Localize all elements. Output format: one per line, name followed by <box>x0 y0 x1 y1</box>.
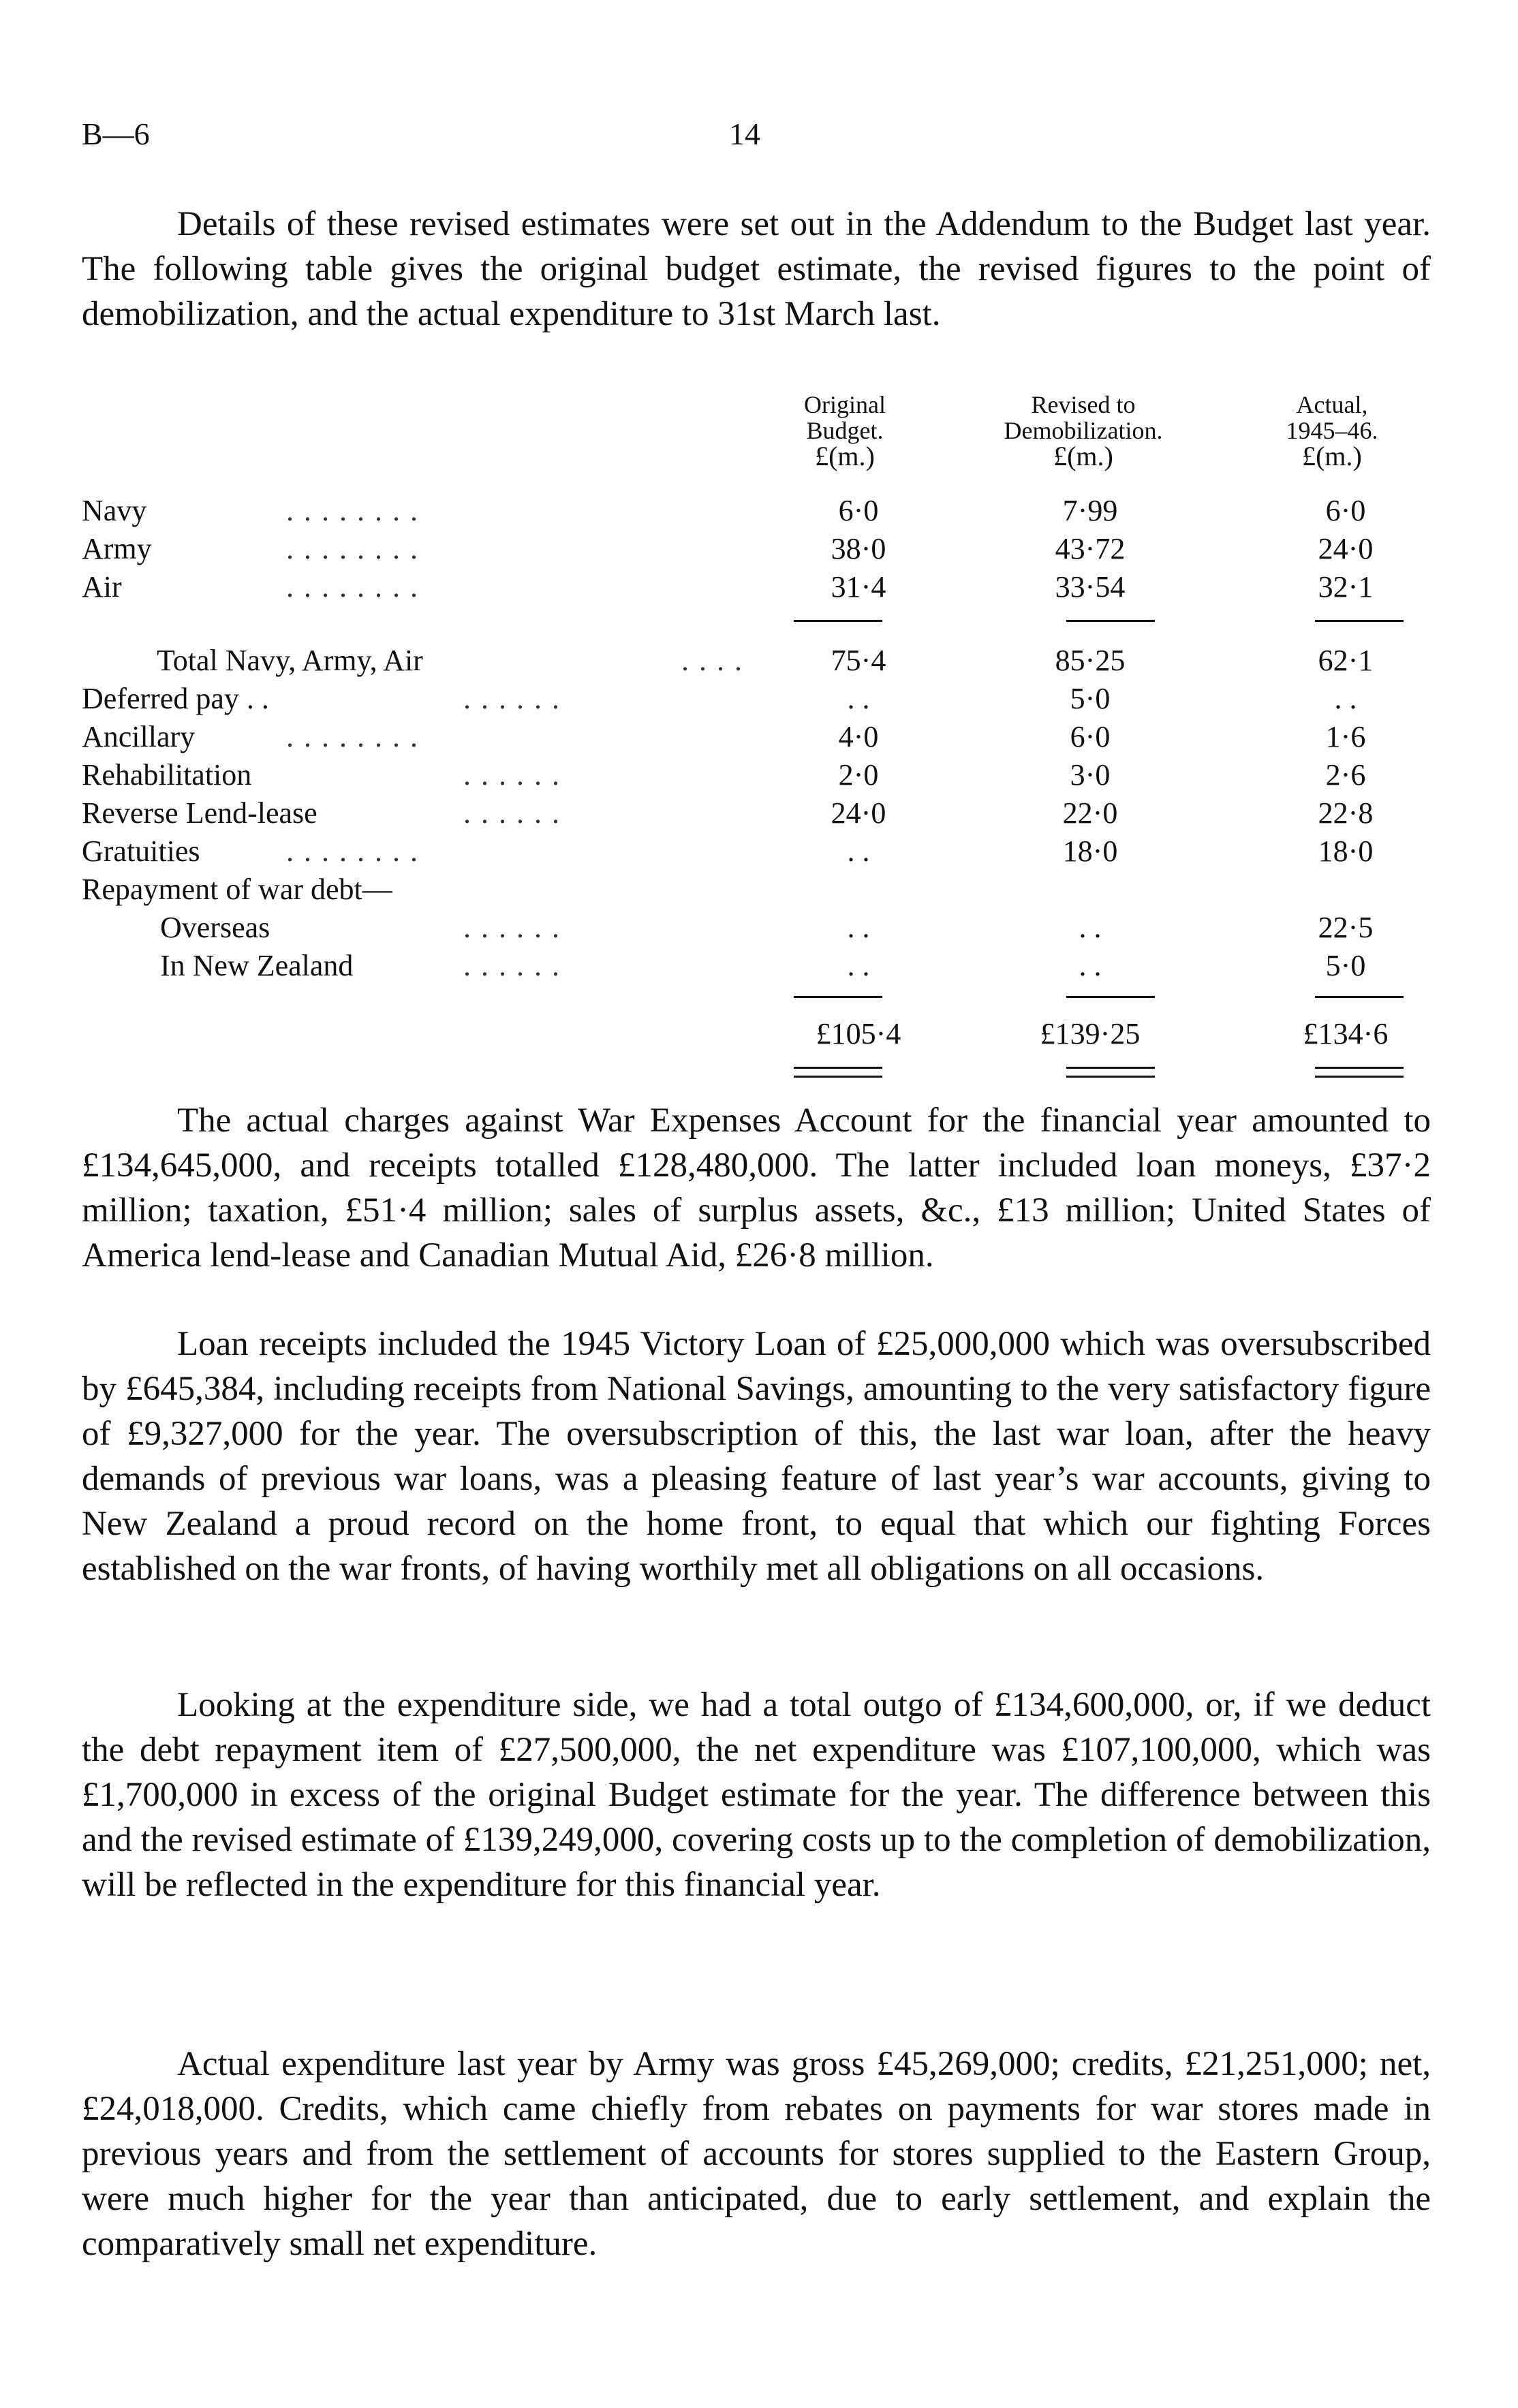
cell-revised: 33·54 <box>1055 570 1126 604</box>
cell-original: 2·0 <box>838 758 879 792</box>
table-row <box>82 492 1438 530</box>
row-label: Air <box>82 570 122 604</box>
cell-revised: 85·25 <box>1055 644 1126 677</box>
expenditure-paragraph: Looking at the expenditure side, we had a total outgo of £134,600,000, or, if we deduct the debt repayment item of £27,500,000, the net expenditure was £107,100,000, which was £1,700,000 in excess of the original Budget estimate for the year. The difference between this and the revised estimate of £139,249,000, covering costs up to the completion of demobilization, will be reflected in the expenditure for this financial year. <box>82 1686 1431 1904</box>
cell-actual: . . <box>1334 682 1357 715</box>
leader-dots: . . . . . . . . <box>286 494 419 527</box>
intro-paragraph: Details of these revised estimates were set out in the Addendum to the Budget last year. The following table gives the original budget estimate, the revised figures to the point of demobilization, and the actual expenditure to 31st March last. <box>82 205 1431 333</box>
document-reference: B—6 <box>82 116 150 151</box>
row-label: Navy <box>82 494 147 527</box>
table-row <box>82 832 1438 871</box>
cell-original: . . <box>847 911 870 944</box>
leader-dots: . . . . . . . . <box>286 834 419 868</box>
cell-actual: 18·0 <box>1318 834 1374 868</box>
table-row <box>82 568 1438 606</box>
cell-original: 31·4 <box>831 570 886 604</box>
column-header-original-budget <box>763 392 927 469</box>
double-rule <box>1066 1067 1155 1078</box>
cell-original: 75·4 <box>831 644 886 677</box>
leader-dots: . . . . . . . . <box>286 570 419 604</box>
cell-revised: . . <box>1079 949 1102 982</box>
total-rule <box>794 996 882 998</box>
cell-original: 38·0 <box>831 532 886 565</box>
row-label: Repayment of war debt— <box>82 873 392 906</box>
column-header-line: Budget. <box>806 417 884 444</box>
row-label: Overseas <box>160 911 270 944</box>
cell-original: . . <box>847 949 870 982</box>
table-row <box>82 871 1438 909</box>
table-row <box>82 756 1438 794</box>
column-header-line: Demobilization. <box>1004 417 1163 444</box>
cell-actual: 32·1 <box>1318 570 1374 604</box>
cell-actual: 6·0 <box>1325 494 1366 527</box>
total-rule <box>1315 996 1404 998</box>
row-label: Gratuities <box>82 834 200 868</box>
table-row <box>82 718 1438 756</box>
page-number: 14 <box>729 116 760 151</box>
cell-original: . . <box>847 834 870 868</box>
total-original: £105·4 <box>816 1017 901 1050</box>
leader-dots: . . . . . . <box>463 949 561 982</box>
column-header-line: Revised to <box>1031 391 1136 418</box>
total-rule <box>1066 996 1155 998</box>
column-header-actual <box>1247 392 1417 469</box>
total-revised: £139·25 <box>1040 1017 1141 1050</box>
column-unit: £(m.) <box>1053 441 1113 471</box>
cell-revised: 7·99 <box>1062 494 1118 527</box>
cell-original: 4·0 <box>838 720 879 753</box>
leader-dots: . . . . <box>681 644 743 677</box>
leader-dots: . . . . . . . . <box>286 532 419 565</box>
loan-receipts-paragraph: Loan receipts included the 1945 Victory Loan of £25,000,000 which was oversubscribed by £645,384, including receipts from National Savings, amounting to the very satisfactory figure of £9,327,000 for the year. The oversubscription of this, the last war loan, after the heavy demands of previous war loans, was a pleasing feature of last year’s war accounts, giving to New Zealand a proud record on the home front, to equal that which our fighting Forces established on the war fronts, of having worthily met all obligations on all occasions. <box>82 1325 1431 1588</box>
cell-revised: 6·0 <box>1070 720 1111 753</box>
subtotal-rule <box>1066 620 1155 622</box>
page-header <box>82 116 1438 163</box>
column-unit: £(m.) <box>1302 441 1362 471</box>
cell-actual: 1·6 <box>1325 720 1366 753</box>
cell-original: . . <box>847 682 870 715</box>
table-row <box>82 794 1438 832</box>
row-label: Army <box>82 532 152 565</box>
cell-revised: . . <box>1079 911 1102 944</box>
leader-dots: . . . . . . <box>463 796 561 830</box>
table-row <box>82 680 1438 718</box>
row-label: Deferred pay . . <box>82 682 269 715</box>
column-header-revised <box>961 392 1206 469</box>
row-label: Rehabilitation <box>82 758 252 792</box>
cell-actual: 22·8 <box>1318 796 1374 830</box>
leader-dots: . . . . . . <box>463 911 561 944</box>
row-label: In New Zealand <box>160 949 354 982</box>
cell-revised: 43·72 <box>1055 532 1126 565</box>
total-actual: £134·6 <box>1303 1017 1389 1050</box>
row-label: Total Navy, Army, Air <box>157 644 423 677</box>
war-expenses-paragraph: The actual charges against War Expenses Account for the financial year amounted to £134,645,000, and receipts totalled £128,480,000. The latter included loan moneys, £37·2 million; taxation, £51·4 million; sales of surplus assets, &c., £13 million; United States of America lend-lease and Canadian Mutual Aid, £26·8 million. <box>82 1101 1431 1275</box>
army-expenditure-paragraph: Actual expenditure last year by Army was gross £45,269,000; credits, £21,251,000; net, £24,018,000. Credits, which came chiefly from rebates on payments for war stores made in previous years and from the settlement of accounts for stores supplied to the Eastern Group, were much higher for the year than anticipated, due to early settlement, and explain the comparatively small net expenditure. <box>82 2045 1431 2263</box>
column-unit: £(m.) <box>815 441 875 471</box>
subtotal-rule <box>794 620 882 622</box>
cell-actual: 22·5 <box>1318 911 1374 944</box>
column-header-line: Original <box>804 391 886 418</box>
cell-revised: 3·0 <box>1070 758 1111 792</box>
cell-actual: 62·1 <box>1318 644 1374 677</box>
table-row <box>82 530 1438 568</box>
cell-revised: 5·0 <box>1070 682 1111 715</box>
cell-actual: 5·0 <box>1325 949 1366 982</box>
table-row-subtotal <box>82 642 1438 680</box>
cell-revised: 18·0 <box>1062 834 1118 868</box>
double-rule <box>794 1067 882 1078</box>
table-row <box>82 947 1438 985</box>
row-label: Reverse Lend-lease <box>82 796 317 830</box>
cell-original: 24·0 <box>831 796 886 830</box>
double-rule <box>1315 1067 1404 1078</box>
cell-actual: 24·0 <box>1318 532 1374 565</box>
row-label: Ancillary <box>82 720 196 753</box>
column-header-line: Actual, <box>1296 391 1368 418</box>
cell-original: 6·0 <box>838 494 879 527</box>
table-row-total <box>82 1015 1438 1053</box>
leader-dots: . . . . . . <box>463 682 561 715</box>
leader-dots: . . . . . . . . <box>286 720 419 753</box>
column-header-line: 1945–46. <box>1286 417 1378 444</box>
table-row <box>82 909 1438 947</box>
subtotal-rule <box>1315 620 1404 622</box>
leader-dots: . . . . . . <box>463 758 561 792</box>
cell-actual: 2·6 <box>1325 758 1366 792</box>
cell-revised: 22·0 <box>1062 796 1118 830</box>
